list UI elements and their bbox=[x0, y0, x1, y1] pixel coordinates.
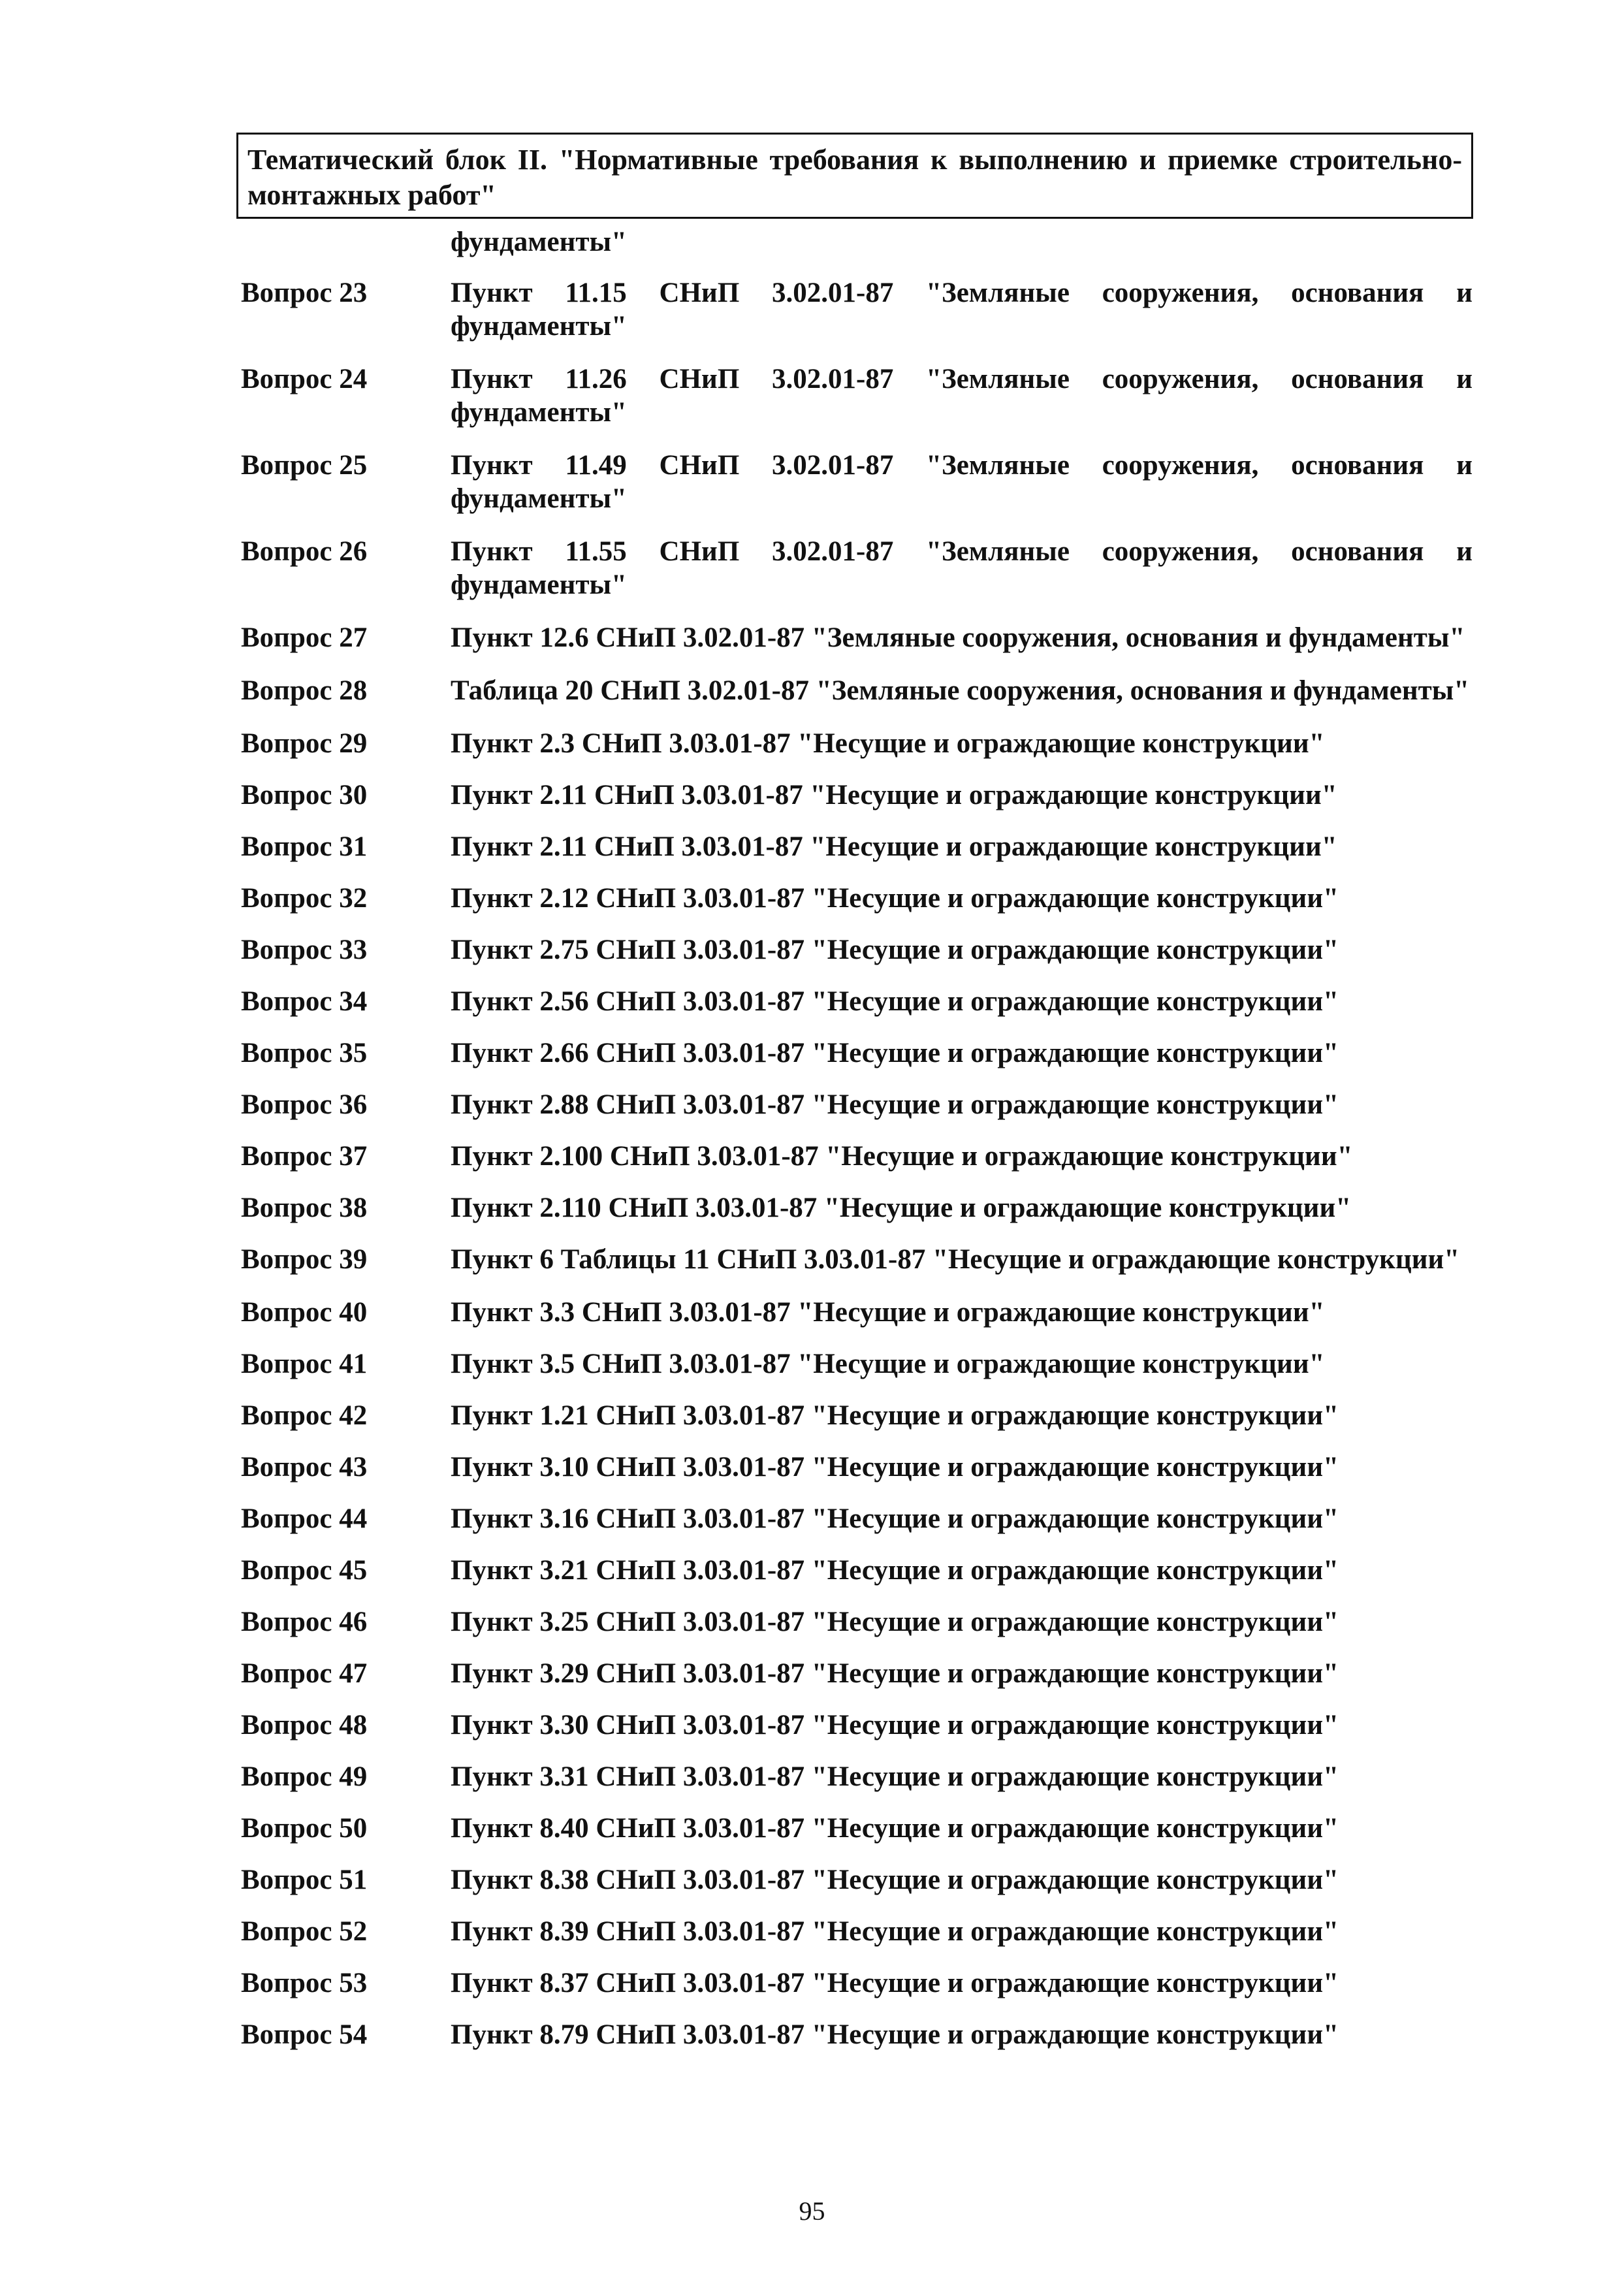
question-label: Вопрос 48 bbox=[241, 1710, 368, 1740]
question-label: Вопрос 24 bbox=[241, 364, 368, 394]
answer-text: Пункт 2.88 СНиП 3.03.01-87 "Несущие и ограждающие конструкции" bbox=[451, 1089, 1339, 1120]
question-label: Вопрос 25 bbox=[241, 450, 368, 481]
table-row bbox=[238, 1399, 1473, 1432]
question-label: Вопрос 50 bbox=[241, 1813, 368, 1844]
question-label: Вопрос 28 bbox=[241, 675, 368, 706]
table-row bbox=[238, 933, 1473, 967]
table-row bbox=[238, 1863, 1473, 1897]
table-row bbox=[238, 1605, 1473, 1639]
table-row bbox=[238, 1191, 1473, 1225]
answer-text: Пункт 11.26 СНиП 3.02.01-87 "Земляные сооружения, основания и фундаменты" bbox=[451, 364, 1473, 428]
answer-text: фундаменты" bbox=[451, 227, 627, 257]
answer-text: Пункт 8.40 СНиП 3.03.01-87 "Несущие и ограждающие конструкции" bbox=[451, 1813, 1339, 1844]
answer-text: Пункт 3.31 СНиП 3.03.01-87 "Несущие и ограждающие конструкции" bbox=[451, 1761, 1339, 1792]
answer-text: Пункт 3.5 СНиП 3.03.01-87 "Несущие и ограждающие конструкции" bbox=[451, 1349, 1325, 1379]
question-label: Вопрос 42 bbox=[241, 1400, 368, 1431]
table-row bbox=[238, 1554, 1473, 1587]
answer-text: Пункт 3.16 СНиП 3.03.01-87 "Несущие и ограждающие конструкции" bbox=[451, 1503, 1339, 1534]
answer-text: Пункт 8.38 СНиП 3.03.01-87 "Несущие и ограждающие конструкции" bbox=[451, 1865, 1339, 1895]
answer-text: Пункт 2.3 СНиП 3.03.01-87 "Несущие и ограждающие конструкции" bbox=[451, 728, 1325, 759]
answer-text: Пункт 2.110 СНиП 3.03.01-87 "Несущие и ограждающие конструкции" bbox=[451, 1193, 1352, 1223]
table-row bbox=[238, 674, 1473, 707]
questions-table bbox=[238, 225, 1473, 2070]
question-label: Вопрос 52 bbox=[241, 1916, 368, 1947]
answer-text: Пункт 2.11 СНиП 3.03.01-87 "Несущие и ограждающие конструкции" bbox=[451, 831, 1337, 862]
answer-text: Пункт 1.21 СНиП 3.03.01-87 "Несущие и ограждающие конструкции" bbox=[451, 1400, 1339, 1431]
answer-text: Пункт 3.21 СНиП 3.03.01-87 "Несущие и ограждающие конструкции" bbox=[451, 1555, 1339, 1586]
table-row bbox=[238, 1347, 1473, 1381]
table-row bbox=[238, 778, 1473, 812]
page-number: 95 bbox=[799, 2196, 825, 2226]
question-label: Вопрос 47 bbox=[241, 1658, 368, 1689]
answer-text: Пункт 8.79 СНиП 3.03.01-87 "Несущие и ограждающие конструкции" bbox=[451, 2019, 1339, 2050]
answer-text: Таблица 20 СНиП 3.02.01-87 "Земляные сооружения, основания и фундаменты" bbox=[451, 675, 1470, 706]
question-label: Вопрос 39 bbox=[241, 1244, 368, 1275]
table-row bbox=[238, 1036, 1473, 1070]
answer-text: Пункт 2.75 СНиП 3.03.01-87 "Несущие и ограждающие конструкции" bbox=[451, 935, 1339, 965]
answer-text: Пункт 11.15 СНиП 3.02.01-87 "Земляные сооружения, основания и фундаменты" bbox=[451, 278, 1473, 342]
answer-text: Пункт 3.10 СНиП 3.03.01-87 "Несущие и ограждающие конструкции" bbox=[451, 1452, 1339, 1483]
table-row bbox=[238, 1243, 1473, 1276]
table-row bbox=[238, 727, 1473, 760]
table-row bbox=[238, 621, 1473, 654]
question-label: Вопрос 41 bbox=[241, 1349, 368, 1379]
table-row bbox=[238, 1812, 1473, 1845]
answer-text: Пункт 2.12 СНиП 3.03.01-87 "Несущие и ограждающие конструкции" bbox=[451, 883, 1339, 914]
question-label: Вопрос 32 bbox=[241, 883, 368, 914]
question-label: Вопрос 43 bbox=[241, 1452, 368, 1483]
answer-text: Пункт 3.30 СНиП 3.03.01-87 "Несущие и ограждающие конструкции" bbox=[451, 1710, 1339, 1740]
table-row bbox=[238, 882, 1473, 915]
question-label: Вопрос 23 bbox=[241, 278, 368, 308]
table-row bbox=[238, 1451, 1473, 1484]
table-row bbox=[238, 1088, 1473, 1121]
answer-text: Пункт 12.6 СНиП 3.02.01-87 "Земляные сооружения, основания и фундаменты" bbox=[451, 622, 1465, 653]
question-label: Вопрос 49 bbox=[241, 1761, 368, 1792]
question-label: Вопрос 44 bbox=[241, 1503, 368, 1534]
table-row bbox=[238, 276, 1473, 343]
question-label: Вопрос 54 bbox=[241, 2019, 368, 2050]
answer-text: Пункт 8.37 СНиП 3.03.01-87 "Несущие и ограждающие конструкции" bbox=[451, 1968, 1339, 1998]
question-label: Вопрос 29 bbox=[241, 728, 368, 759]
question-label: Вопрос 30 bbox=[241, 780, 368, 810]
answer-text: Пункт 3.3 СНиП 3.03.01-87 "Несущие и ограждающие конструкции" bbox=[451, 1297, 1325, 1328]
answer-text: Пункт 3.25 СНиП 3.03.01-87 "Несущие и ограждающие конструкции" bbox=[451, 1607, 1339, 1637]
table-row bbox=[238, 830, 1473, 863]
question-label: Вопрос 35 bbox=[241, 1038, 368, 1068]
table-row bbox=[238, 1296, 1473, 1329]
section-header bbox=[236, 133, 1473, 219]
table-row bbox=[238, 1502, 1473, 1535]
question-label: Вопрос 53 bbox=[241, 1968, 368, 1998]
question-label: Вопрос 34 bbox=[241, 986, 368, 1017]
answer-text: Пункт 3.29 СНиП 3.03.01-87 "Несущие и ограждающие конструкции" bbox=[451, 1658, 1339, 1689]
answer-text: Пункт 2.66 СНиП 3.03.01-87 "Несущие и ограждающие конструкции" bbox=[451, 1038, 1339, 1068]
answer-text: Пункт 6 Таблицы 11 СНиП 3.03.01-87 "Несущие и ограждающие конструкции" bbox=[451, 1244, 1460, 1275]
table-row bbox=[238, 1657, 1473, 1690]
table-row bbox=[238, 1915, 1473, 1948]
question-label: Вопрос 45 bbox=[241, 1555, 368, 1586]
question-label: Вопрос 27 bbox=[241, 622, 368, 653]
table-row bbox=[238, 362, 1473, 429]
table-row bbox=[238, 1708, 1473, 1742]
table-row bbox=[238, 535, 1473, 601]
question-label: Вопрос 38 bbox=[241, 1193, 368, 1223]
answer-text: Пункт 11.55 СНиП 3.02.01-87 "Земляные сооружения, основания и фундаменты" bbox=[451, 536, 1473, 600]
question-label: Вопрос 36 bbox=[241, 1089, 368, 1120]
table-row bbox=[238, 985, 1473, 1018]
question-label: Вопрос 31 bbox=[241, 831, 368, 862]
table-row bbox=[238, 449, 1473, 515]
answer-text: Пункт 2.100 СНиП 3.03.01-87 "Несущие и ограждающие конструкции" bbox=[451, 1141, 1353, 1172]
table-row bbox=[238, 2018, 1473, 2051]
answer-text: Пункт 2.56 СНиП 3.03.01-87 "Несущие и ограждающие конструкции" bbox=[451, 986, 1339, 1017]
question-label: Вопрос 37 bbox=[241, 1141, 368, 1172]
question-label: Вопрос 26 bbox=[241, 536, 368, 567]
question-label: Вопрос 51 bbox=[241, 1865, 368, 1895]
continuation-row bbox=[238, 225, 1473, 259]
question-label: Вопрос 46 bbox=[241, 1607, 368, 1637]
table-row bbox=[238, 1966, 1473, 2000]
section-title: Тематический блок II. "Нормативные требования к выполнению и приемке строительно-монтажных работ" bbox=[247, 144, 1462, 211]
answer-text: Пункт 11.49 СНиП 3.02.01-87 "Земляные сооружения, основания и фундаменты" bbox=[451, 450, 1473, 514]
answer-text: Пункт 8.39 СНиП 3.03.01-87 "Несущие и ограждающие конструкции" bbox=[451, 1916, 1339, 1947]
question-label: Вопрос 40 bbox=[241, 1297, 368, 1328]
table-row bbox=[238, 1140, 1473, 1173]
question-label: Вопрос 33 bbox=[241, 935, 368, 965]
table-row bbox=[238, 1760, 1473, 1793]
answer-text: Пункт 2.11 СНиП 3.03.01-87 "Несущие и ограждающие конструкции" bbox=[451, 780, 1337, 810]
